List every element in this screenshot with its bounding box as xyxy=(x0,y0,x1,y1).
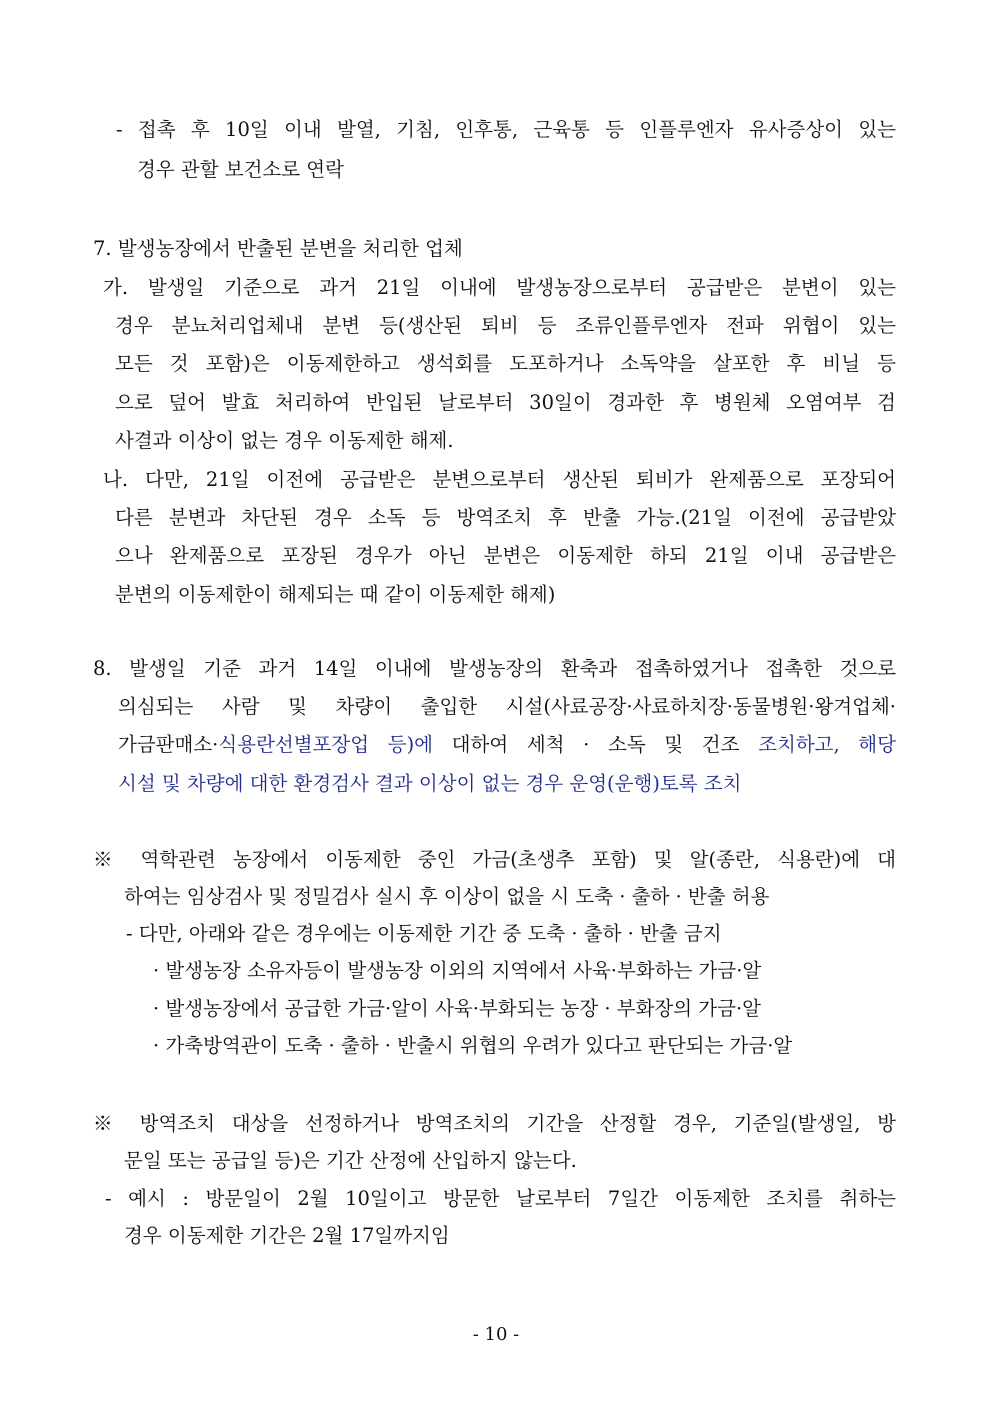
section-7-na-line-1: 나. 다만, 21일 이전에 공급받은 분변으로부터 생산된 퇴비가 완제품으로 포장되어 xyxy=(103,468,896,491)
note-1-sub: - 다만, 아래와 같은 경우에는 이동제한 기간 중 도축 · 출하 · 반출 금지 xyxy=(126,922,722,945)
section-8-line-3-part-b: 식용란선별포장업 등)에 xyxy=(218,733,434,756)
section-7-na-line-2: 다른 분변과 차단된 경우 소독 등 방역조치 후 반출 가능.(21일 이전에 공급받았 xyxy=(115,506,896,529)
section-7-ga-line-4: 으로 덮어 발효 처리하여 반입된 날로부터 30일이 경과한 후 병원체 오염여부 검 xyxy=(115,391,896,414)
note-2-line-1: ※ 방역조치 대상을 선정하거나 방역조치의 기간을 산정할 경우, 기준일(발생일, 방 xyxy=(93,1112,896,1135)
top-item-line-2: 경우 관할 보건소로 연락 xyxy=(137,158,344,181)
note-1-bullet-2: · 발생농장에서 공급한 가금·알이 사육·부화되는 농장 · 부화장의 가금·알 xyxy=(153,997,762,1020)
section-7-ga-line-2: 경우 분뇨처리업체내 분변 등(생산된 퇴비 등 조류인플루엔자 전파 위협이 있는 xyxy=(115,314,896,337)
note-1-line-1: ※ 역학관련 농장에서 이동제한 중인 가금(초생추 포함) 및 알(종란, 식용란)에 대 xyxy=(93,848,896,871)
section-7-ga-line-1: 가. 발생일 기준으로 과거 21일 이내에 발생농장으로부터 공급받은 분변이 있는 xyxy=(103,276,896,299)
section-8-line-3-part-c: 대하여 세척 · 소독 및 건조 xyxy=(433,733,759,756)
note-1-line-2: 하여는 임상검사 및 정밀검사 실시 후 이상이 없을 시 도축 · 출하 · 반출 허용 xyxy=(124,885,770,908)
section-7-na-line-3: 으나 완제품으로 포장된 경우가 아닌 분변은 이동제한 하되 21일 이내 공급받은 xyxy=(115,544,896,567)
section-8-line-3-part-a: 가금판매소· xyxy=(118,733,219,756)
section-7-heading: 7. 발생농장에서 반출된 분변을 처리한 업체 xyxy=(93,237,463,260)
section-8-line-4: 시설 및 차량에 대한 환경검사 결과 이상이 없는 경우 운영(운행)토록 조치 xyxy=(118,772,742,795)
page-number: - 10 - xyxy=(472,1324,520,1345)
top-item-line-1: - 접촉 후 10일 이내 발열, 기침, 인후통, 근육통 등 인플루엔자 유사증상이 있는 xyxy=(116,118,896,141)
note-1-bullet-1: · 발생농장 소유자등이 발생농장 이외의 지역에서 사육·부화하는 가금·알 xyxy=(153,959,762,982)
section-8-line-3-part-d: 조치하고, 해당 xyxy=(758,733,896,756)
note-2-line-2: 문일 또는 공급일 등)은 기간 산정에 산입하지 않는다. xyxy=(124,1149,577,1172)
note-2-example-line-1: - 예시 : 방문일이 2월 10일이고 방문한 날로부터 7일간 이동제한 조치를 취하는 xyxy=(105,1187,896,1210)
section-7-na-line-4: 분변의 이동제한이 해제되는 때 같이 이동제한 해제) xyxy=(115,583,556,606)
section-8-line-2: 의심되는 사람 및 차량이 출입한 시설(사료공장·사료하치장·동물병원·왕겨업체· xyxy=(118,695,896,718)
section-8-line-1: 8. 발생일 기준 과거 14일 이내에 발생농장의 환축과 접촉하였거나 접촉한 것으로 xyxy=(93,657,896,680)
note-2-example-line-2: 경우 이동제한 기간은 2월 17일까지임 xyxy=(124,1224,450,1247)
section-8-line-3 xyxy=(118,731,896,759)
note-1-bullet-3: · 가축방역관이 도축 · 출하 · 반출시 위협의 우려가 있다고 판단되는 가금·알 xyxy=(153,1034,793,1057)
section-7-ga-line-3: 모든 것 포함)은 이동제한하고 생석회를 도포하거나 소독약을 살포한 후 비닐 등 xyxy=(115,352,896,375)
section-7-ga-line-5: 사결과 이상이 없는 경우 이동제한 해제. xyxy=(115,429,454,452)
